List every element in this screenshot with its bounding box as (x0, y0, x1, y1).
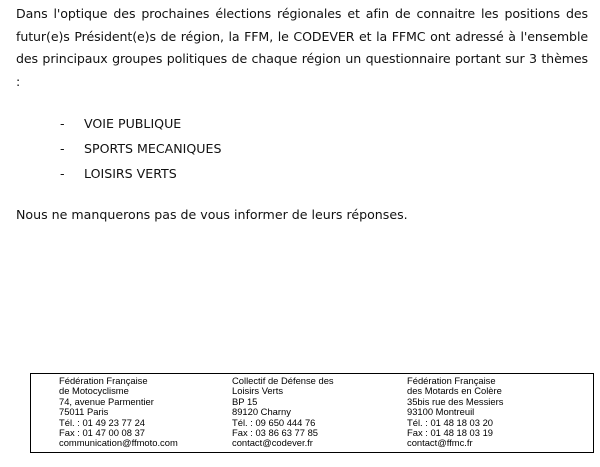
org-street: 74, avenue Parmentier (59, 395, 154, 407)
list-dash: - (60, 116, 65, 131)
org-email: contact@ffmc.fr (407, 437, 473, 449)
org-street: 35bis rue des Messiers (407, 395, 504, 407)
org-street: BP 15 (232, 395, 258, 407)
theme-label: LOISIRS VERTS (84, 166, 177, 181)
org-name-line: Collectif de Défense des (232, 375, 334, 386)
theme-item (60, 161, 221, 186)
org-name-line: des Motards en Colère (407, 385, 502, 397)
intro-line-4: portant sur 3 thèmes : (16, 51, 588, 89)
theme-item (60, 136, 221, 161)
theme-label: VOIE PUBLIQUE (84, 116, 182, 131)
org-phone: Tél. : 01 48 18 03 20 (407, 416, 494, 428)
theme-item (60, 111, 221, 136)
list-dash: - (60, 166, 65, 181)
org-name-line: de Motocyclisme (59, 385, 129, 397)
theme-label: SPORTS MECANIQUES (84, 141, 222, 156)
footer-contacts-box (30, 373, 594, 453)
org-name-line: Loisirs Verts (232, 385, 284, 397)
org-city: 89120 Charny (232, 406, 291, 418)
org-phone: Tél. : 01 49 23 77 24 (59, 416, 146, 428)
contact-column-ffm (59, 376, 178, 449)
org-city: 75011 Paris (59, 406, 109, 418)
intro-paragraph (16, 3, 588, 93)
intro-line-2: des futur(e)s Président(e)s de région, la FFM, le CODEVER et la FFMC ont adressé à (16, 6, 588, 44)
intro-line-1: Dans l'optique des prochaines élections régionales et afin de connaitre les positions (16, 6, 561, 21)
closing-sentence: Nous ne manquerons pas de vous informer de leurs réponses. (16, 207, 408, 222)
org-fax: Fax : 03 86 63 77 85 (232, 426, 319, 438)
intro-line-3: l'ensemble des principaux groupes politiques de chaque région un questionnaire (16, 28, 588, 67)
org-fax: Fax : 01 47 00 08 37 (59, 426, 146, 438)
org-name-line: Fédération Française (59, 375, 148, 386)
org-city: 93100 Montreuil (407, 406, 475, 418)
contact-column-ffmc (407, 376, 503, 449)
org-email: contact@codever.fr (232, 437, 313, 449)
list-dash: - (60, 141, 65, 156)
org-email: communication@ffmoto.com (59, 437, 178, 449)
org-fax: Fax : 01 48 18 03 19 (407, 426, 494, 438)
contact-column-codever (232, 376, 334, 449)
org-name-line: Fédération Française (407, 375, 496, 386)
themes-list (60, 111, 221, 186)
org-phone: Tél. : 09 650 444 76 (232, 416, 316, 428)
